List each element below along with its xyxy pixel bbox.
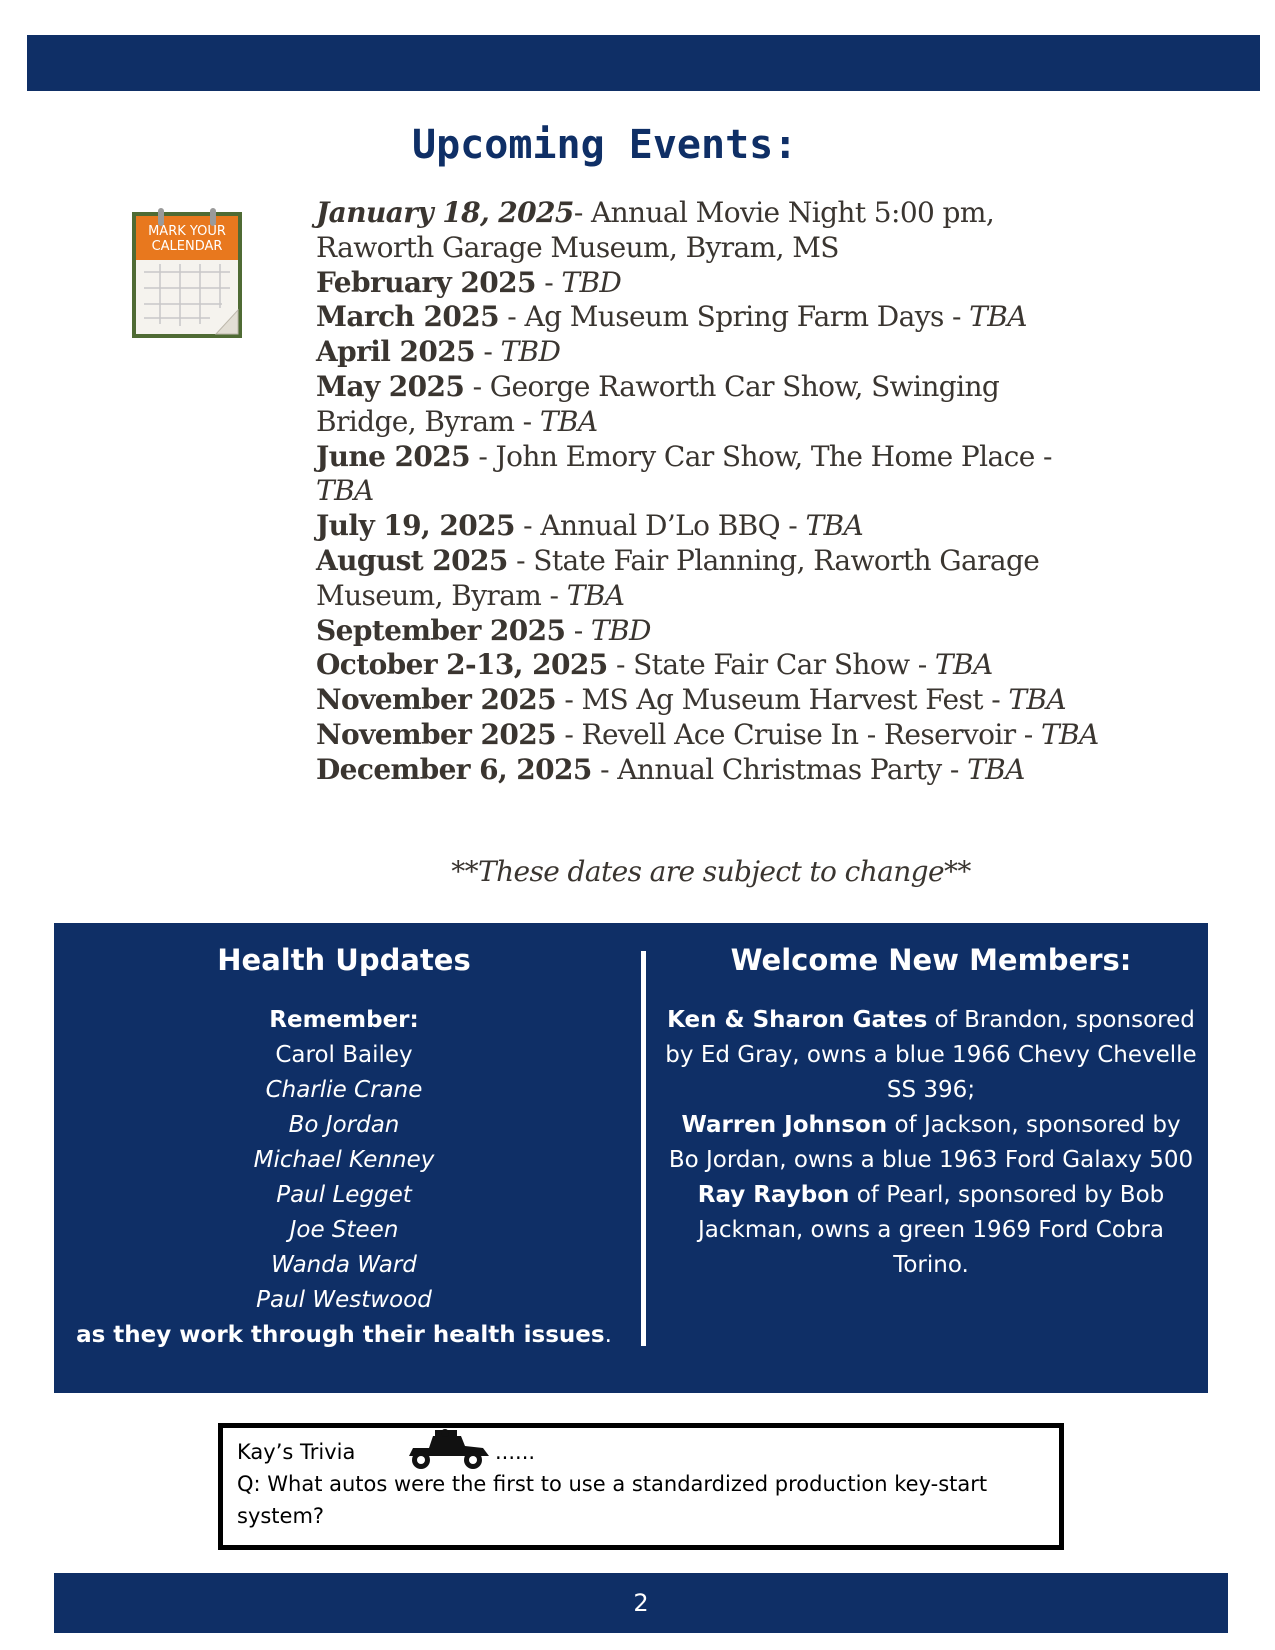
event-item xyxy=(316,718,1106,753)
health-closing-text: as they work through their health issues xyxy=(76,1322,605,1348)
event-date: March 2025 xyxy=(316,300,499,334)
calendar-icon xyxy=(130,208,246,348)
page-title: Upcoming Events: xyxy=(412,122,798,168)
calendar-label-line1: MARK YOUR xyxy=(148,224,226,239)
health-name: Joe Steen xyxy=(289,1217,399,1243)
health-closing xyxy=(64,1318,624,1353)
event-detail: - Annual Movie Night 5:00 pm, Raworth Garage Museum, Byram, MS xyxy=(316,196,995,264)
event-status: TBA xyxy=(1008,683,1067,717)
event-detail: - John Emory Car Show, The Home Place - xyxy=(470,439,1052,473)
event-item xyxy=(316,509,1106,544)
event-status: TBA xyxy=(316,474,374,508)
welcome-members-section xyxy=(664,943,1198,1283)
event-status: TBA xyxy=(805,509,864,543)
event-item xyxy=(316,370,1106,440)
member-detail: of Pearl, sponsored by Bob Jackman, owns a green 1969 Ford Cobra Torino. xyxy=(697,1182,1165,1278)
event-date: October 2-13, 2025 xyxy=(316,648,608,682)
member-name: Warren Johnson xyxy=(681,1112,888,1138)
event-detail: - George Raworth Car Show, Swinging Bridge, Byram - xyxy=(316,369,1000,438)
health-name: Charlie Crane xyxy=(265,1077,423,1103)
member-name: Ken & Sharon Gates xyxy=(667,1007,928,1033)
event-detail: - State Fair Car Show - xyxy=(607,648,935,682)
health-name: Paul Legget xyxy=(276,1182,412,1208)
health-name: Wanda Ward xyxy=(271,1252,417,1278)
vintage-car-icon xyxy=(399,1426,495,1472)
member-name: Ray Raybon xyxy=(697,1182,850,1208)
member-detail: of Brandon, sponsored by Ed Gray, owns a blue 1966 Chevy Chevelle SS 396; xyxy=(665,1007,1197,1103)
event-item xyxy=(316,753,1106,788)
trivia-dots: ...... xyxy=(495,1440,536,1464)
event-item xyxy=(316,614,1106,649)
event-detail: - xyxy=(565,613,591,647)
event-item xyxy=(316,683,1106,718)
trivia-question: Q: What autos were the first to use a standardized production key-start system? xyxy=(237,1472,988,1528)
event-item xyxy=(316,300,1106,335)
health-name: Michael Kenney xyxy=(253,1147,435,1173)
member-entry xyxy=(664,1178,1198,1283)
remember-label: Remember: xyxy=(269,1007,419,1033)
calendar-label-line2: CALENDAR xyxy=(151,239,223,254)
event-status: TBA xyxy=(1040,717,1099,751)
event-item xyxy=(316,335,1106,370)
trivia-box xyxy=(218,1423,1064,1550)
trivia-header xyxy=(237,1436,1045,1468)
event-status: TBA xyxy=(969,300,1027,334)
health-name: Carol Bailey xyxy=(275,1042,413,1068)
event-item xyxy=(316,266,1106,301)
member-entry xyxy=(664,1003,1198,1108)
event-detail: - MS Ag Museum Harvest Fest - xyxy=(556,683,1009,717)
event-date: January 18, 2025 xyxy=(316,196,574,229)
health-updates-section xyxy=(64,943,624,1353)
event-date: November 2025 xyxy=(316,717,557,751)
event-date: September 2025 xyxy=(316,613,566,647)
trivia-title: Kay’s Trivia xyxy=(237,1440,356,1464)
health-updates-title: Health Updates xyxy=(217,943,471,977)
health-closing-period: . xyxy=(604,1322,612,1348)
event-date: June 2025 xyxy=(316,439,471,473)
event-detail: - xyxy=(535,265,562,299)
event-detail: - State Fair Planning, Raworth Garage Museum, Byram - xyxy=(316,543,1040,612)
event-detail: - Annual Christmas Party - xyxy=(591,752,968,786)
health-name: Bo Jordan xyxy=(288,1112,400,1138)
event-item xyxy=(316,544,1106,614)
event-status: TBA xyxy=(967,752,1025,786)
event-detail: - Ag Museum Spring Farm Days - xyxy=(498,300,970,334)
event-detail: - Revell Ace Cruise In - Reservoir - xyxy=(556,717,1041,751)
events-list xyxy=(316,196,1106,788)
event-date: May 2025 xyxy=(316,369,465,403)
event-status: TBD xyxy=(500,335,561,369)
top-banner xyxy=(27,35,1260,91)
event-date: April 2025 xyxy=(316,335,476,369)
event-item xyxy=(316,196,1106,266)
events-disclaimer: **These dates are subject to change** xyxy=(451,855,971,888)
event-status: TBD xyxy=(561,265,622,299)
event-item xyxy=(316,648,1106,683)
event-status: TBD xyxy=(590,613,651,647)
column-divider xyxy=(641,951,646,1346)
event-date: December 6, 2025 xyxy=(316,752,592,786)
event-date: February 2025 xyxy=(316,265,536,299)
event-item xyxy=(316,440,1106,510)
welcome-members-title: Welcome New Members: xyxy=(730,943,1132,977)
member-detail: of Jackson, sponsored by Bo Jordan, owns a blue 1963 Ford Galaxy 500 xyxy=(668,1112,1194,1173)
member-entry xyxy=(664,1108,1198,1178)
event-date: August 2025 xyxy=(316,543,508,577)
event-status: TBA xyxy=(539,404,598,438)
event-detail: - xyxy=(475,335,501,369)
info-panel xyxy=(54,923,1208,1393)
event-detail: - Annual D’Lo BBQ - xyxy=(514,509,806,543)
event-status: TBA xyxy=(566,578,625,612)
event-status: TBA xyxy=(934,648,993,682)
page-number: 2 xyxy=(633,1589,649,1617)
health-name: Paul Westwood xyxy=(256,1287,432,1313)
event-date: November 2025 xyxy=(316,683,557,717)
event-date: July 19, 2025 xyxy=(316,509,515,543)
footer-bar xyxy=(54,1573,1228,1633)
